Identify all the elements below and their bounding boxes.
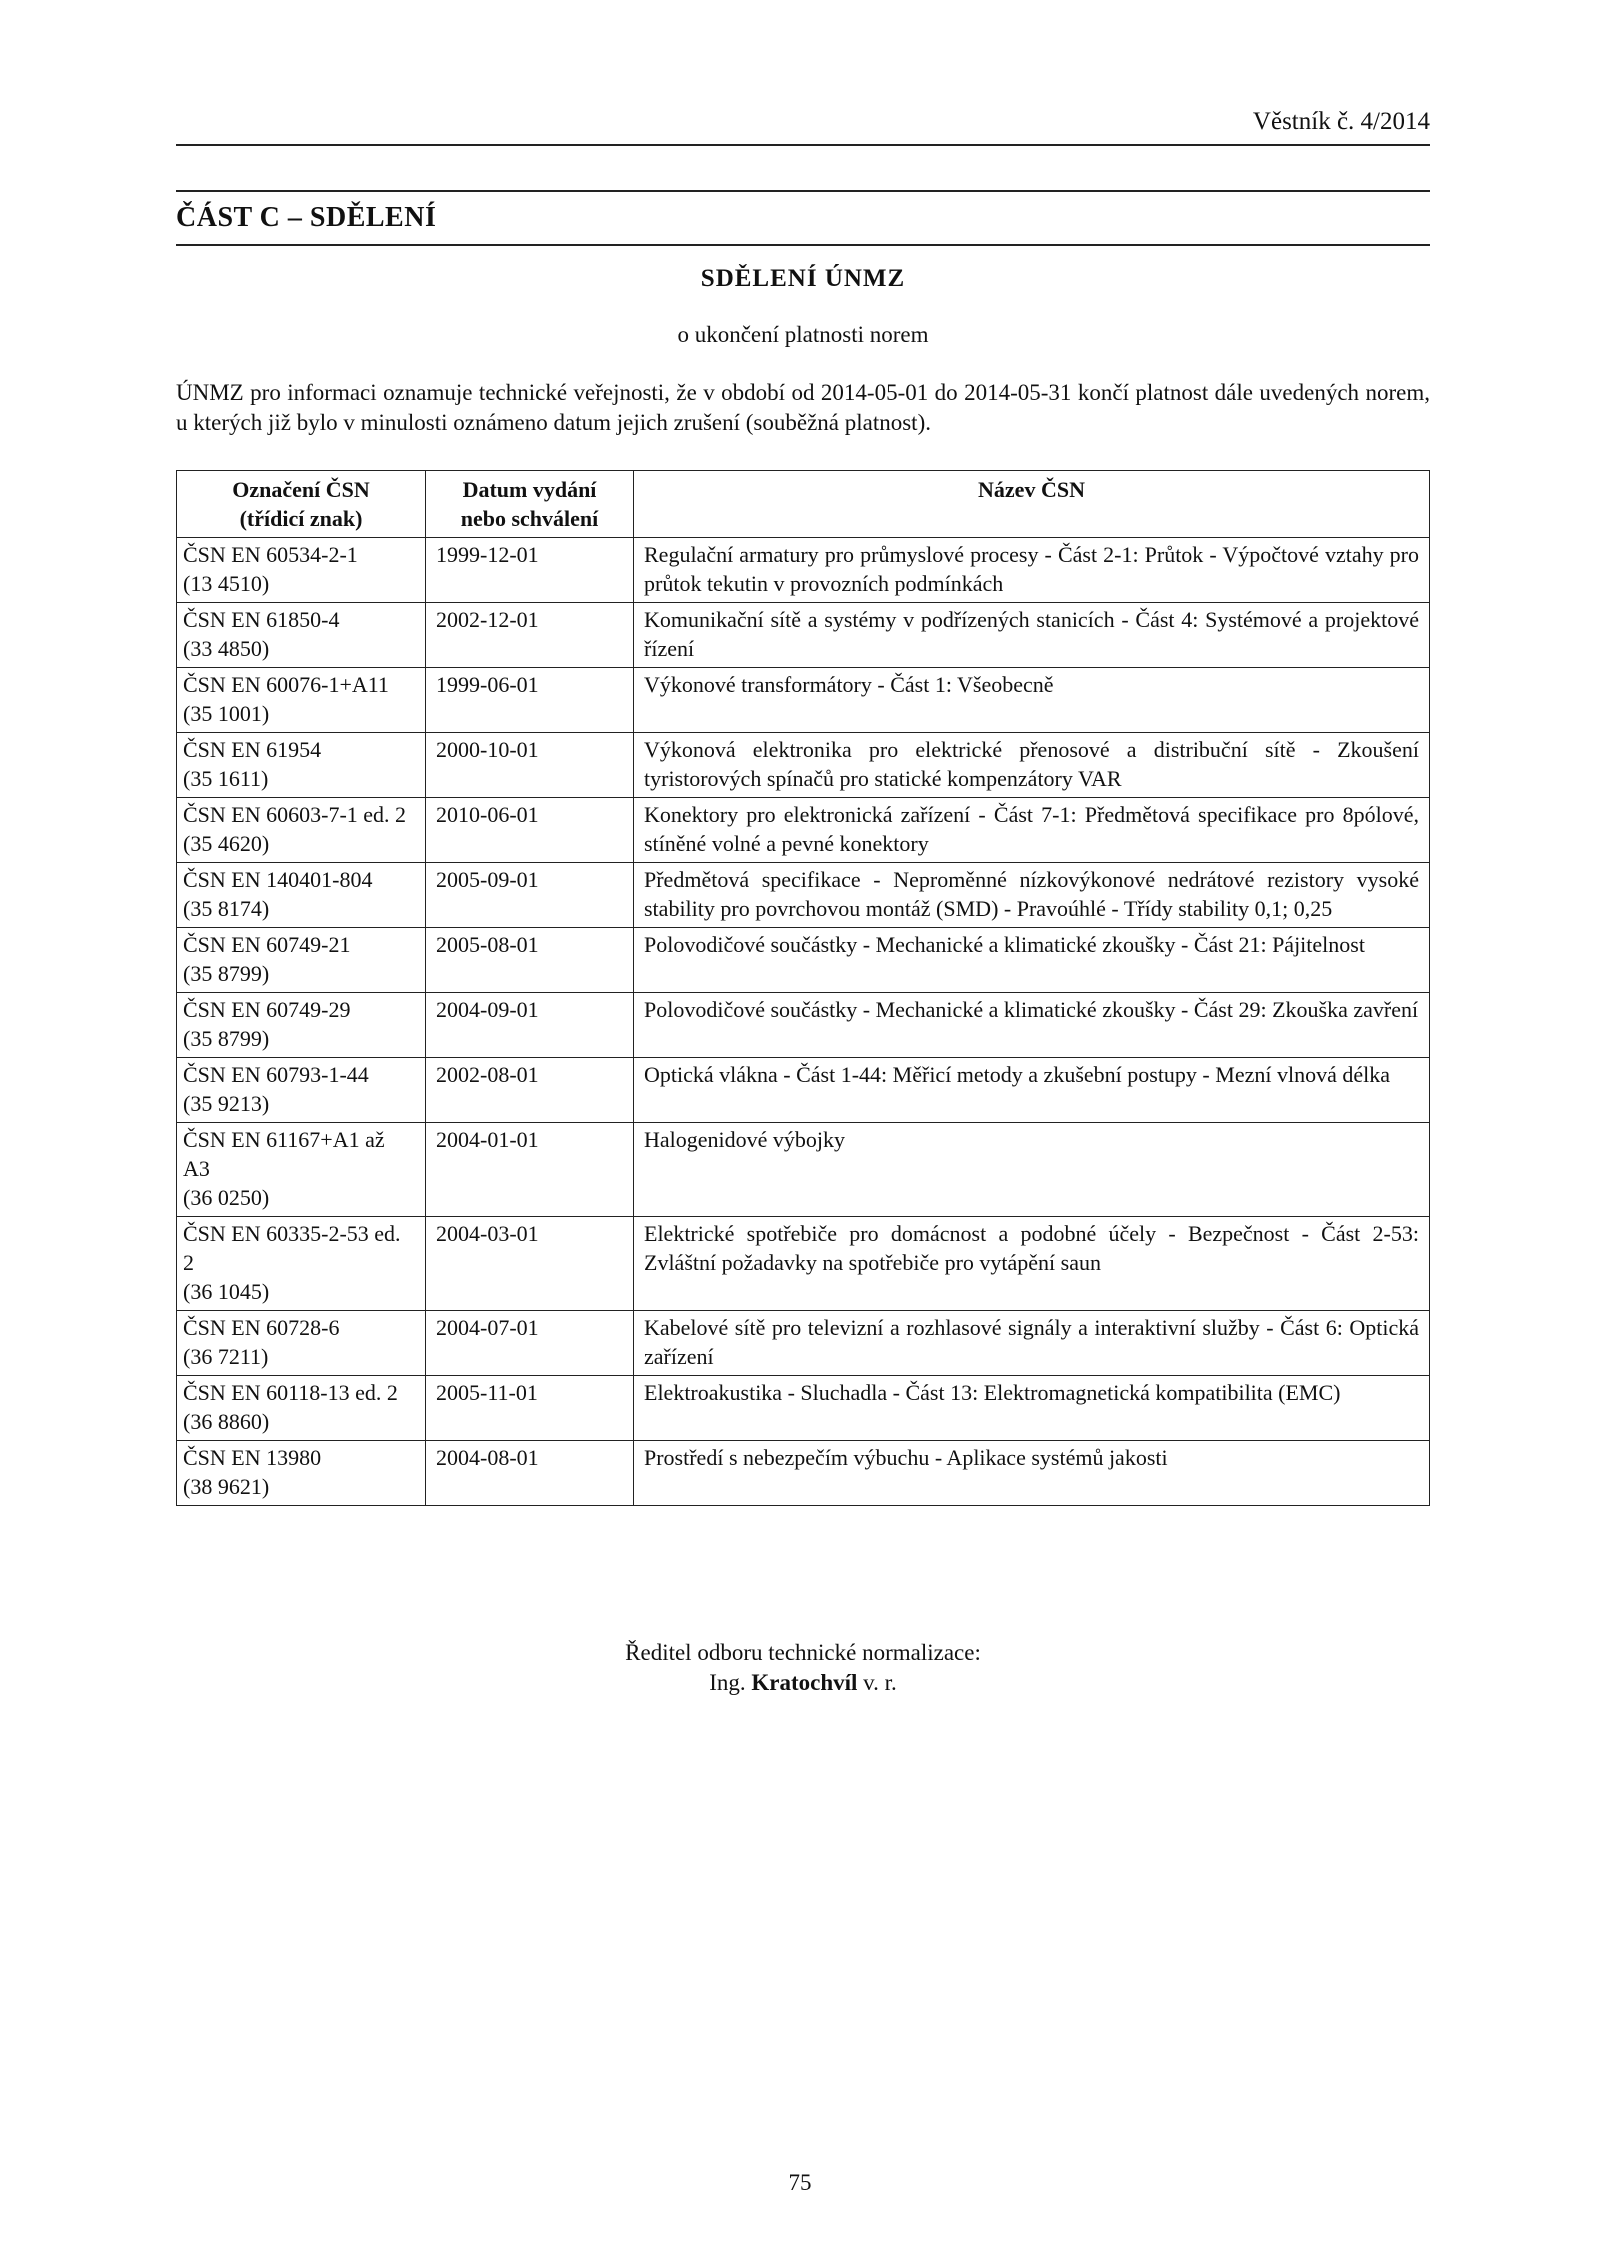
table-row	[177, 668, 1430, 733]
column-header-code-line2: (třídicí znak)	[239, 506, 363, 531]
standard-code: ČSN EN 60749-29	[183, 997, 351, 1022]
table-row	[177, 993, 1430, 1058]
bulletin-number: Věstník č. 4/2014	[1252, 108, 1430, 135]
intro-paragraph: ÚNMZ pro informaci oznamuje technické veřejnosti, že v období od 2014-05-01 do 2014-05-31 končí platnost dále uvedených norem, u kterých již bylo v minulosti oznámeno datum jejich zrušení (souběžná platnost).	[176, 380, 1430, 435]
column-header-code-line1: Označení ČSN	[232, 477, 370, 502]
issue-date: 2002-12-01	[426, 603, 634, 668]
part-title: ČÁST C – SDĚLENÍ	[176, 202, 437, 233]
standard-title: Optická vlákna - Část 1-44: Měřicí metody a zkušební postupy - Mezní vlnová délka	[634, 1058, 1430, 1123]
classification-code: (35 9213)	[183, 1091, 270, 1116]
signature-name-line	[176, 1668, 1430, 1698]
table-header-row	[177, 471, 1430, 538]
classification-code: (35 4620)	[183, 831, 270, 856]
standard-title: Elektrické spotřebiče pro domácnost a podobné účely - Bezpečnost - Část 2-53: Zvláštní požadavky na spotřebiče pro vytápění saun	[634, 1217, 1430, 1311]
standard-title: Polovodičové součástky - Mechanické a klimatické zkoušky - Část 21: Pájitelnost	[634, 928, 1430, 993]
standard-code-cell	[177, 1441, 426, 1506]
issue-date: 1999-06-01	[426, 668, 634, 733]
table-row	[177, 1376, 1430, 1441]
signature-block	[176, 1638, 1430, 1698]
classification-code: (36 0250)	[183, 1185, 270, 1210]
standard-title: Halogenidové výbojky	[634, 1123, 1430, 1217]
classification-code: (35 1001)	[183, 701, 270, 726]
issue-date: 2004-03-01	[426, 1217, 634, 1311]
classification-code: (36 8860)	[183, 1409, 270, 1434]
standard-title: Konektory pro elektronická zařízení - Část 7-1: Předmětová specifikace pro 8pólové, stíněné volné a pevné konektory	[634, 798, 1430, 863]
table-row	[177, 1123, 1430, 1217]
signature-suffix: v. r.	[863, 1670, 897, 1695]
standard-title: Předmětová specifikace - Neproměnné nízkovýkonové nedrátové rezistory vysoké stability pro povrchovou montáž (SMD) - Pravoúhlé - Třídy stability 0,1; 0,25	[634, 863, 1430, 928]
classification-code: (38 9621)	[183, 1474, 270, 1499]
column-header-code	[177, 471, 426, 538]
standard-code-cell	[177, 928, 426, 993]
standard-code-cell	[177, 603, 426, 668]
classification-code: (35 1611)	[183, 766, 269, 791]
classification-code: (35 8174)	[183, 896, 270, 921]
column-header-date-line1: Datum vydání	[462, 477, 597, 502]
issue-date: 2004-01-01	[426, 1123, 634, 1217]
classification-code: (35 8799)	[183, 961, 270, 986]
standard-title: Výkonové transformátory - Část 1: Všeobecně	[634, 668, 1430, 733]
standard-code: ČSN EN 60118-13 ed. 2	[183, 1380, 398, 1405]
issue-date: 2004-09-01	[426, 993, 634, 1058]
standard-code: ČSN EN 60076-1+A11	[183, 672, 389, 697]
standard-code-cell	[177, 1058, 426, 1123]
standard-code-cell	[177, 993, 426, 1058]
standard-code: ČSN EN 60534-2-1	[183, 542, 358, 567]
issue-date: 2004-07-01	[426, 1311, 634, 1376]
issue-date: 2005-11-01	[426, 1376, 634, 1441]
signature-role: Ředitel odboru technické normalizace:	[625, 1640, 981, 1665]
standard-code: ČSN EN 61850-4	[183, 607, 340, 632]
standard-code: ČSN EN 61167+A1 až A3	[183, 1127, 385, 1181]
standard-code: ČSN EN 60749-21	[183, 932, 351, 957]
table-row	[177, 538, 1430, 603]
table-row	[177, 863, 1430, 928]
issue-date: 2000-10-01	[426, 733, 634, 798]
issue-date: 2002-08-01	[426, 1058, 634, 1123]
table-row	[177, 1058, 1430, 1123]
standard-title: Prostředí s nebezpečím výbuchu - Aplikace systémů jakosti	[634, 1441, 1430, 1506]
table-row	[177, 798, 1430, 863]
table-row	[177, 1217, 1430, 1311]
standard-code-cell	[177, 1311, 426, 1376]
standard-code: ČSN EN 60603-7-1 ed. 2	[183, 802, 407, 827]
classification-code: (33 4850)	[183, 636, 270, 661]
standard-code: ČSN EN 60793-1-44	[183, 1062, 369, 1087]
standard-code: ČSN EN 13980	[183, 1445, 322, 1470]
column-header-date	[426, 471, 634, 538]
standard-code-cell	[177, 733, 426, 798]
classification-code: (35 8799)	[183, 1026, 270, 1051]
standard-code-cell	[177, 863, 426, 928]
standard-code-cell	[177, 1376, 426, 1441]
issue-date: 2004-08-01	[426, 1441, 634, 1506]
issue-date: 2005-08-01	[426, 928, 634, 993]
standard-code-cell	[177, 668, 426, 733]
standard-title: Regulační armatury pro průmyslové procesy - Část 2-1: Průtok - Výpočtové vztahy pro průtok tekutin v provozních podmínkách	[634, 538, 1430, 603]
standard-code: ČSN EN 61954	[183, 737, 322, 762]
table-row	[177, 1441, 1430, 1506]
standard-code-cell	[177, 538, 426, 603]
standard-title: Polovodičové součástky - Mechanické a klimatické zkoušky - Část 29: Zkouška zavření	[634, 993, 1430, 1058]
table-body	[177, 538, 1430, 1506]
document-subtitle: o ukončení platnosti norem	[677, 322, 929, 347]
standard-code: ČSN EN 60728-6	[183, 1315, 340, 1340]
standard-code-cell	[177, 798, 426, 863]
signature-prefix: Ing.	[709, 1670, 746, 1695]
issue-date: 1999-12-01	[426, 538, 634, 603]
signature-name: Kratochvíl	[751, 1670, 858, 1695]
part-heading	[176, 190, 1430, 246]
standard-code: ČSN EN 140401-804	[183, 867, 373, 892]
standard-title: Komunikační sítě a systémy v podřízených stanicích - Část 4: Systémové a projektové řízení	[634, 603, 1430, 668]
standard-code: ČSN EN 60335-2-53 ed. 2	[183, 1221, 401, 1275]
column-header-date-line2: nebo schválení	[460, 506, 599, 531]
standard-title: Kabelové sítě pro televizní a rozhlasové signály a interaktivní služby - Část 6: Optická zařízení	[634, 1311, 1430, 1376]
column-header-name: Název ČSN	[634, 471, 1430, 538]
bulletin-header	[176, 108, 1430, 146]
issue-date: 2005-09-01	[426, 863, 634, 928]
classification-code: (36 1045)	[183, 1279, 270, 1304]
classification-code: (36 7211)	[183, 1344, 269, 1369]
table-row	[177, 1311, 1430, 1376]
page-number: 75	[788, 2170, 812, 2195]
classification-code: (13 4510)	[183, 571, 270, 596]
standard-code-cell	[177, 1123, 426, 1217]
table-row	[177, 733, 1430, 798]
standard-title: Elektroakustika - Sluchadla - Část 13: Elektromagnetická kompatibilita (EMC)	[634, 1376, 1430, 1441]
standard-code-cell	[177, 1217, 426, 1311]
standards-table	[176, 470, 1430, 1506]
table-row	[177, 603, 1430, 668]
standard-title: Výkonová elektronika pro elektrické přenosové a distribuční sítě - Zkoušení tyristorových spínačů pro statické kompenzátory VAR	[634, 733, 1430, 798]
table-row	[177, 928, 1430, 993]
document-title: SDĚLENÍ ÚNMZ	[700, 265, 906, 292]
issue-date: 2010-06-01	[426, 798, 634, 863]
